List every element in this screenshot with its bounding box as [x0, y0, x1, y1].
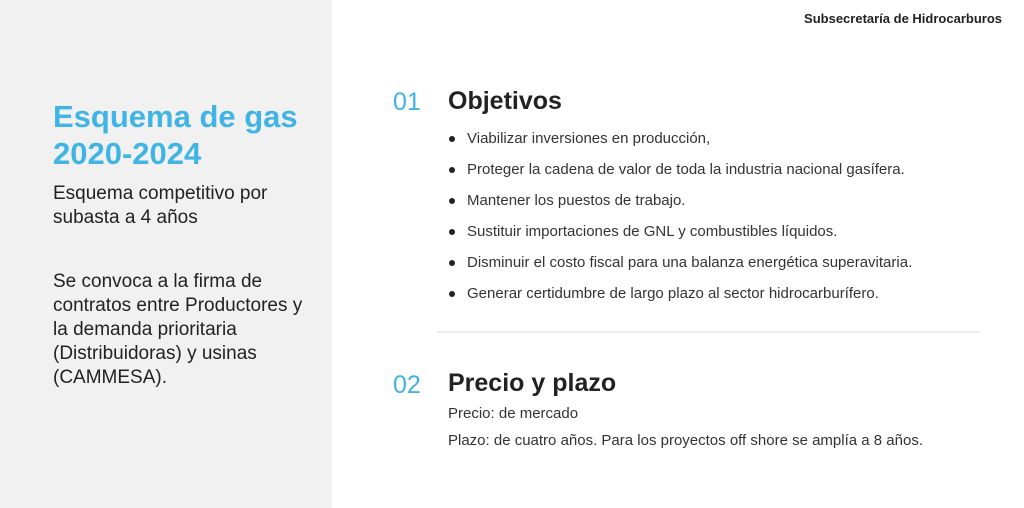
- bullet-dot-icon: [449, 260, 455, 266]
- list-item: [448, 159, 988, 190]
- bullet-dot-icon: [449, 136, 455, 142]
- page-title-line-2: 2020-2024: [53, 136, 202, 171]
- intro-text: Se convoca a la firma de contratos entre Productores y la demanda prioritaria (Distribuidoras) y usinas (CAMMESA).: [53, 271, 303, 388]
- list-item: [448, 283, 988, 314]
- header-title: Subsecretaría de Hidrocarburos: [804, 11, 1002, 26]
- term-text: Plazo: de cuatro años. Para los proyectos off shore se amplía a 8 años.: [448, 432, 923, 449]
- list-item-text: Proteger la cadena de valor de toda la industria nacional gasífera.: [467, 161, 905, 178]
- section-number-objetivos: 01: [393, 88, 421, 116]
- section-number-precio: 02: [393, 371, 421, 399]
- list-item-text: Mantener los puestos de trabajo.: [467, 192, 686, 209]
- list-item: [448, 128, 988, 159]
- bullet-dot-icon: [449, 167, 455, 173]
- objectives-list: [448, 128, 988, 314]
- list-item: [448, 190, 988, 221]
- page-subtitle: Esquema competitivo por subasta a 4 años: [53, 183, 268, 228]
- list-item-text: Generar certidumbre de largo plazo al sector hidrocarburífero.: [467, 285, 879, 302]
- list-item-text: Viabilizar inversiones en producción,: [467, 130, 711, 147]
- page-title: [53, 98, 298, 172]
- bullet-dot-icon: [449, 229, 455, 235]
- list-item: [448, 221, 988, 252]
- list-item-text: Disminuir el costo fiscal para una balanza energética superavitaria.: [467, 254, 913, 271]
- left-panel: [0, 0, 332, 508]
- bullet-dot-icon: [449, 291, 455, 297]
- section-divider: [437, 331, 980, 333]
- bullet-dot-icon: [449, 198, 455, 204]
- price-text: Precio: de mercado: [448, 405, 579, 422]
- section-title-objetivos: Objetivos: [448, 87, 562, 115]
- list-item: [448, 252, 988, 283]
- section-title-precio: Precio y plazo: [448, 369, 617, 397]
- list-item-text: Sustituir importaciones de GNL y combustibles líquidos.: [467, 223, 838, 240]
- page-title-line-1: Esquema de gas: [53, 99, 298, 134]
